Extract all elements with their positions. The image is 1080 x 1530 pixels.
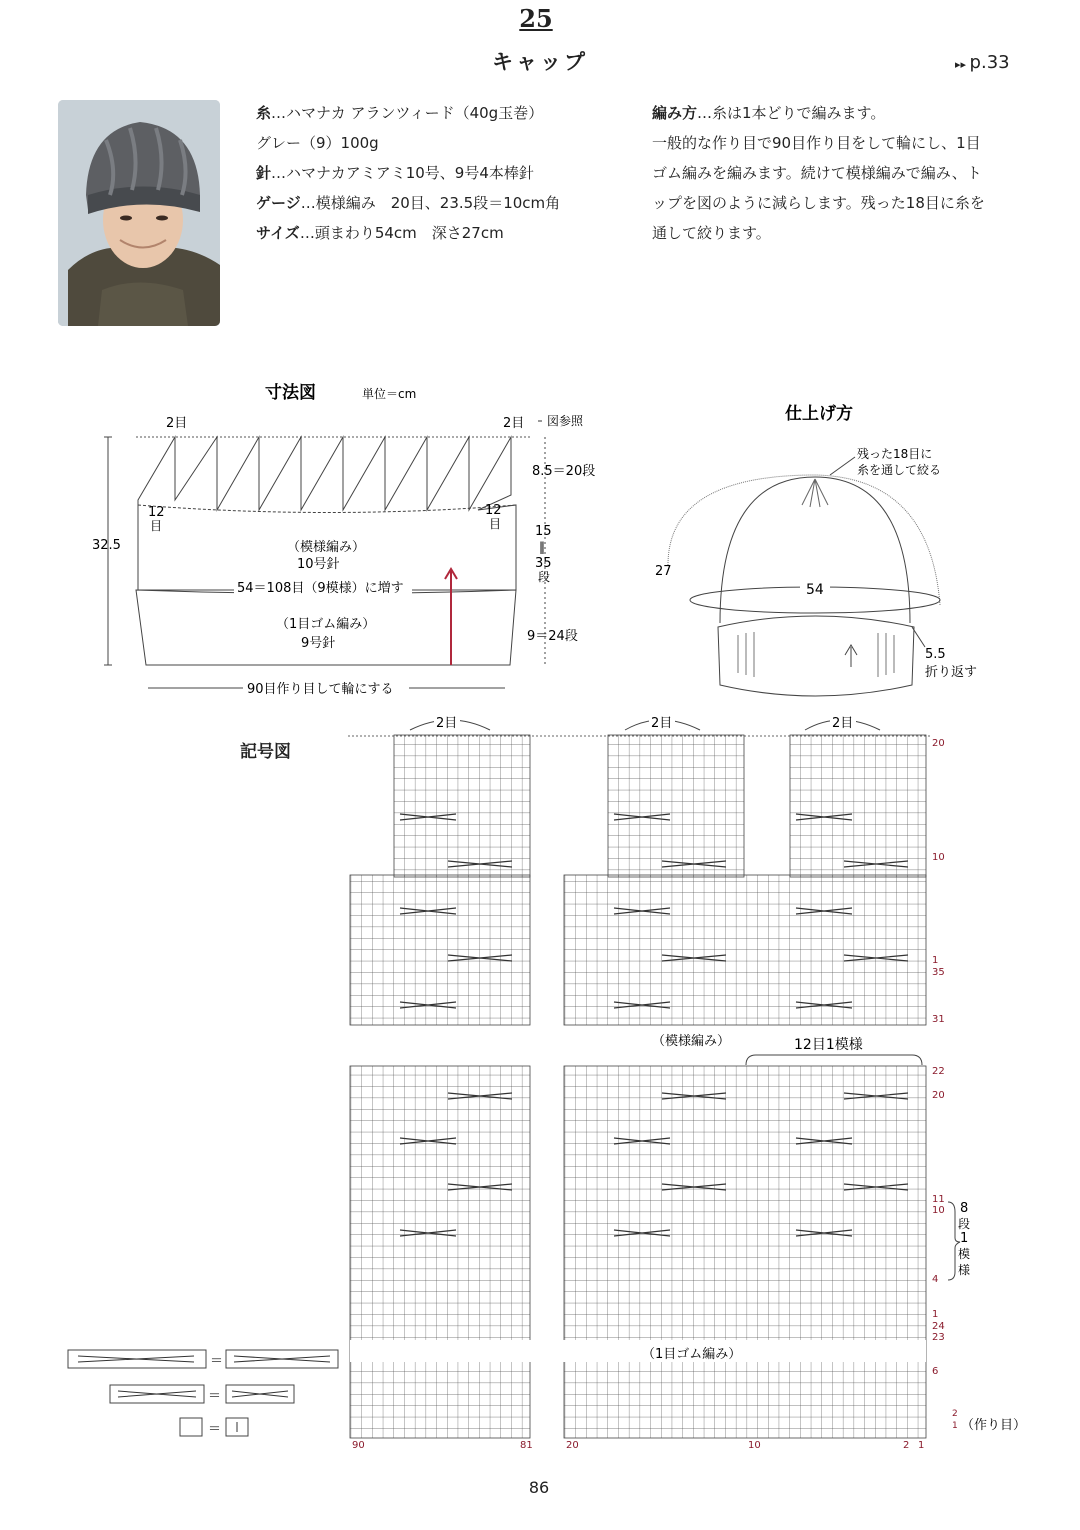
col-num-20: 20: [566, 1440, 579, 1451]
gauge-label: ゲージ: [256, 194, 301, 212]
b-row-1: 1: [932, 1309, 939, 1320]
materials-block: [256, 98, 560, 248]
page-number: 25: [519, 4, 553, 33]
b-row-6: 6: [932, 1366, 939, 1377]
size-label: サイズ: [256, 224, 300, 242]
finish-height: 27: [655, 564, 672, 579]
pattern-needle: 10号針: [297, 557, 340, 572]
rows-repeat-a: 8: [960, 1201, 969, 1216]
symbol-legend: [66, 1346, 346, 1446]
bottom-chart-right: [564, 1066, 926, 1438]
page-ref-text: p.33: [969, 52, 1010, 73]
yarn-line: [256, 98, 560, 128]
dim-top-left: 2目: [166, 416, 188, 431]
side-right-count: 12: [485, 503, 502, 518]
row-num-31: 31: [932, 1014, 945, 1025]
symbol-chart: [340, 710, 1040, 1470]
method-line-3: ゴム編みを編みます。続けて模様編みで編み、ト: [652, 164, 982, 182]
method-line-2: 一般的な作り目で90目作り目をして輪にし、1目: [652, 134, 981, 152]
dim-top-right: 2目: [503, 416, 525, 431]
method-line-4: ップを図のように減らします。残った18目に糸を: [652, 194, 985, 212]
yarn-text: …ハマナカ アランツィード（40g玉巻）: [271, 104, 544, 122]
rows-repeat-d: 模: [958, 1247, 971, 1261]
hat-brim: [718, 616, 914, 696]
yarn-color-line: グレー（9）100g: [256, 134, 379, 152]
fold-label: 折り返す: [925, 665, 978, 680]
needle-label: 針: [256, 164, 272, 182]
size-line: [256, 218, 560, 248]
b-row-2: 2: [952, 1409, 958, 1419]
cast-on-row-label: （作り目）: [961, 1418, 1027, 1433]
finish-title: 仕上げ方: [785, 404, 853, 424]
pattern-name: （模様編み）: [287, 540, 366, 555]
col-num-90: 90: [352, 1440, 365, 1451]
middle-c: 35: [535, 556, 552, 571]
size-text: …頭まわり54cm 深さ27cm: [299, 224, 504, 242]
side-left-count: 12: [148, 505, 165, 520]
finish-circumference: 54: [806, 582, 824, 598]
fold-size: 5.5: [925, 647, 946, 662]
dimension-diagram: [80, 375, 640, 705]
b-row-24: 24: [932, 1321, 945, 1332]
double-arrow-icon: ▸▸: [955, 58, 970, 71]
repeat-label-2: 2目: [651, 716, 673, 731]
gauge-text: …模様編み 20目、23.5段＝10cm角: [300, 194, 561, 212]
col-num-1: 1: [918, 1440, 925, 1451]
model-photo: [58, 100, 220, 326]
rows-repeat-c: 1: [960, 1231, 969, 1246]
rib-label: （1目ゴム編み）: [642, 1347, 742, 1362]
hat-crown-outline: [720, 477, 910, 623]
rows-repeat-e: 様: [958, 1263, 971, 1277]
rows-repeat-b: 段: [958, 1217, 971, 1231]
rib-needle: 9号針: [301, 636, 336, 651]
dimension-title: 寸法図: [265, 383, 316, 403]
repeat-label-3: 2目: [832, 716, 854, 731]
rib-name: （1目ゴム編み）: [276, 617, 376, 632]
dimension-unit: 単位＝cm: [362, 387, 417, 401]
chart-title: 記号図: [240, 742, 291, 762]
col-num-2: 2: [903, 1440, 910, 1451]
finish-note-1: 残った18目に: [857, 447, 933, 461]
page-title: キャップ: [492, 50, 588, 74]
row-num-35: 35: [932, 967, 945, 978]
repeat-label-1: 2目: [436, 716, 458, 731]
page-reference: [955, 52, 1010, 73]
side-left-unit: 目: [150, 519, 163, 533]
col-num-81: 81: [520, 1440, 533, 1451]
yarn-label: 糸: [256, 104, 272, 122]
cast-on-note: 90目作り目して輪にする: [247, 682, 394, 697]
method-line-1: [652, 98, 1027, 128]
total-height: 32.5: [92, 538, 121, 553]
legend-eq-2: ＝: [208, 1389, 222, 1404]
middle-b: ‖: [539, 540, 545, 554]
method-block: [652, 98, 1027, 248]
b-row-1b: 1: [952, 1421, 958, 1431]
row-num-1: 1: [932, 955, 939, 966]
side-right-unit: 目: [489, 517, 502, 531]
gauge-line: [256, 188, 560, 218]
needle-text: …ハマナカアミアミ10号、9号4本棒針: [271, 164, 534, 182]
col-num-10: 10: [748, 1440, 761, 1451]
top-rows: 8.5＝20段: [532, 464, 596, 479]
b-row-22: 22: [932, 1066, 945, 1077]
b-row-11: 11: [932, 1194, 945, 1205]
increase-note: 54＝108目（9模様）に増す: [237, 581, 404, 596]
repeat-12-label: 12目1模様: [794, 1037, 863, 1053]
method-text-1: …糸は1本どりで編みます。: [697, 104, 886, 122]
finish-note-2: 糸を通して絞る: [857, 463, 942, 477]
dim-see-chart: 図参照: [547, 414, 584, 428]
rib-rows: 9＝24段: [527, 629, 578, 644]
legend-eq-3: ＝: [208, 1422, 222, 1437]
legend-eq-1: ＝: [210, 1354, 224, 1369]
b-row-20: 20: [932, 1090, 945, 1101]
middle-a: 15: [535, 524, 552, 539]
row-num-10: 10: [932, 852, 945, 863]
method-line-5: 通して絞ります。: [652, 224, 771, 242]
b-row-4: 4: [932, 1274, 939, 1285]
b-row-23: 23: [932, 1332, 945, 1343]
footer-page-number: 86: [528, 1478, 550, 1497]
b-row-10: 10: [932, 1205, 945, 1216]
bottom-chart-left: [350, 1066, 530, 1438]
middle-d: 段: [538, 570, 551, 584]
top-chart-left: [350, 875, 530, 1025]
pattern-label: （模様編み）: [652, 1034, 731, 1049]
method-label: 編み方: [652, 104, 698, 122]
needle-line: [256, 158, 560, 188]
finish-diagram: [640, 395, 1040, 715]
row-num-20: 20: [932, 738, 945, 749]
